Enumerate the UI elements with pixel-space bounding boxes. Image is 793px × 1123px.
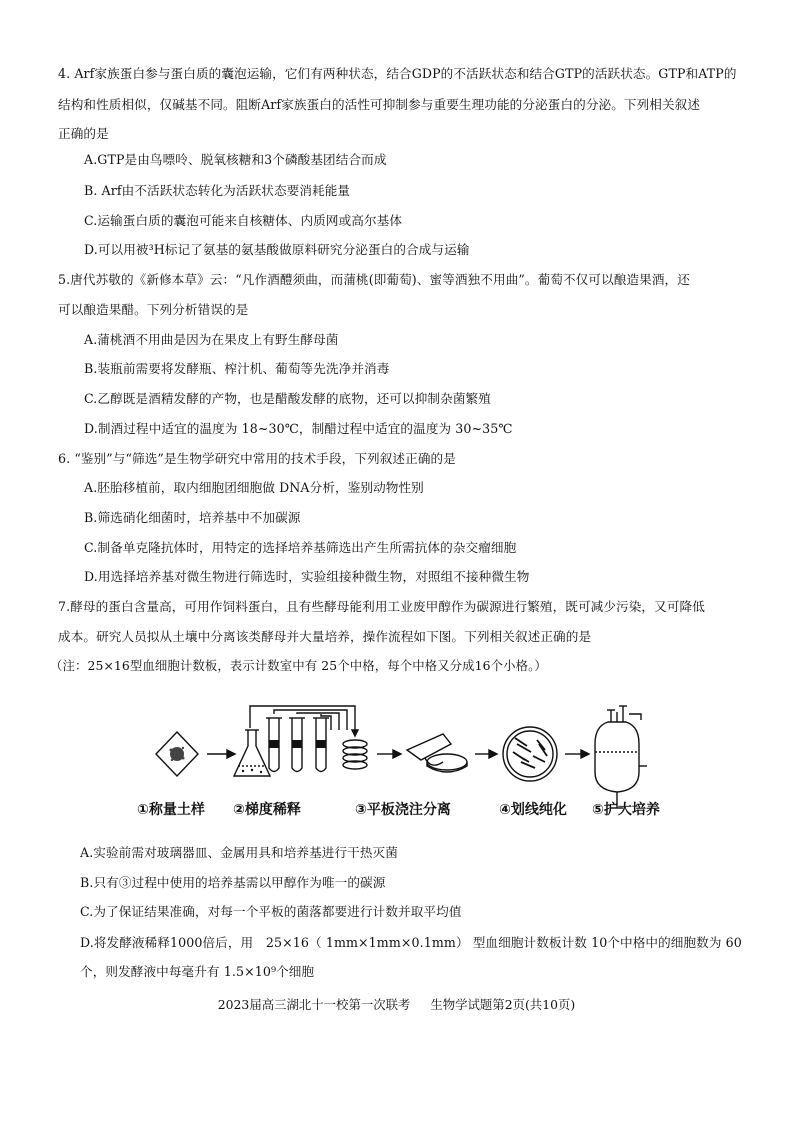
test-tube-icon (266, 718, 282, 772)
q7-flow-diagram (125, 700, 690, 825)
q6-option-c: C.制备单克隆抗体时，用特定的选择培养基筛选出产生所需抗体的杂交瘤细胞 (84, 540, 517, 555)
fermenter-icon (595, 706, 647, 808)
q6-option-d: D.用选择培养基对微生物进行筛选时，实验组接种微生物，对照组不接种微生物 (84, 569, 530, 584)
step-label-dilute: ②梯度稀释 (233, 802, 301, 818)
q4-stem-line1: 4. Arf家族蛋白参与蛋白质的囊泡运输，它们有两种状态，结合GDP的不活跃状态和结合GTP的活跃状态。GTP和ATP的 (58, 66, 737, 81)
q7-stem-line1: 7.酵母的蛋白含量高，可用作饲料蛋白，且有些酵母能利用工业废甲醇作为碳源进行繁殖，既可减少污染，又可降低 (58, 599, 705, 614)
pour-plate-icon (407, 734, 467, 772)
test-tube-icon (313, 718, 329, 772)
q4-option-d: D.可以用被³H标记了氨基的氨基酸做原料研究分泌蛋白的合成与运输 (84, 242, 470, 257)
q7-note: （注：25×16型血细胞计数板，表示计数室中有 25个中格，每个中格又分成16个小格。） (50, 658, 547, 673)
q4-option-c: C.运输蛋白质的囊泡可能来自核糖体、内质网或高尔基体 (84, 213, 403, 228)
q7-option-d: D.将发酵液稀释1000倍后，用 25×16（ 1mm×1mm×0.1mm） 型血细胞计数板计数 10个中格中的细胞数为 60 (80, 935, 742, 950)
q6-option-a: A.胚胎移植前，取内细胞团细胞做 DNA分析，鉴别动物性别 (84, 480, 424, 495)
q4-option-a: A.GTP是由鸟嘌呤、脱氧核糖和3个磷酸基团结合而成 (84, 152, 387, 167)
page-footer (0, 995, 793, 1013)
step-label-weigh: ①称量土样 (137, 802, 205, 818)
streak-plate-icon (503, 727, 557, 781)
q7-stem-line2: 成本。研究人员拟从土壤中分离该类酵母并大量培养，操作流程如下图。下列相关叙述正确的是 (58, 629, 592, 644)
q7-option-a: A.实验前需对玻璃器皿、金属用具和培养基进行干热灭菌 (80, 845, 398, 860)
q7-option-b: B.只有③过程中使用的培养基需以甲醇作为唯一的碳源 (80, 875, 386, 890)
q5-option-d: D.制酒过程中适宜的温度为 18~30℃，制醋过程中适宜的温度为 30~35℃ (84, 421, 513, 436)
q4-option-b: B. Arf由不活跃状态转化为活跃状态要消耗能量 (84, 183, 351, 198)
arrow-icon (565, 750, 589, 758)
plate-stack-icon (343, 740, 367, 769)
soil-sample-icon (156, 732, 198, 776)
arrow-icon (475, 750, 497, 758)
q6-option-b: B.筛选硝化细菌时，培养基中不加碳源 (84, 510, 301, 525)
footer-page-info: 生物学试题第2页(共10页) (430, 997, 576, 1012)
arrow-icon (377, 750, 401, 758)
transfer-arrows-icon (250, 706, 358, 736)
q7-option-d-cont: 个，则发酵液中每毫升有 1.5×10⁹个细胞 (80, 964, 315, 979)
q4-stem-line3: 正确的是 (58, 126, 109, 141)
footer-exam-title: 2023届高三湖北十一校第一次联考 (217, 997, 411, 1012)
step-label-scale-up: ⑤扩大培养 (592, 802, 660, 818)
test-tube-icon (289, 718, 305, 772)
q5-stem-line1: 5.唐代苏敬的《新修本草》云：“凡作酒醴须曲，而蒲桃(即葡萄)、蜜等酒独不用曲”。葡萄不仅可以酿造果酒，还 (58, 272, 690, 287)
q6-stem-line1: 6. “鉴别”与“筛选”是生物学研究中常用的技术手段，下列叙述正确的是 (58, 451, 456, 466)
flow-diagram-svg (125, 700, 690, 825)
flask-icon (234, 730, 270, 776)
arrow-icon (207, 750, 235, 758)
step-label-streak: ④划线纯化 (499, 802, 567, 818)
q5-stem-line2: 可以酿造果醋。下列分析错误的是 (58, 302, 249, 317)
step-label-pour-plate: ③平板浇注分离 (355, 802, 451, 818)
q4-stem-line2: 结构和性质相似，仅碱基不同。阻断Arf家族蛋白的活性可抑制参与重要生理功能的分泌蛋白的分泌。下列相关叙述 (58, 97, 701, 112)
q5-option-b: B.装瓶前需要将发酵瓶、榨汁机、葡萄等先洗净并消毒 (84, 361, 390, 376)
q5-option-a: A.蒲桃酒不用曲是因为在果皮上有野生酵母菌 (84, 332, 339, 347)
q5-option-c: C.乙醇既是酒精发酵的产物，也是醋酸发酵的底物，还可以抑制杂菌繁殖 (84, 391, 491, 406)
q7-option-c: C.为了保证结果准确，对每一个平板的菌落都要进行计数并取平均值 (80, 904, 462, 919)
